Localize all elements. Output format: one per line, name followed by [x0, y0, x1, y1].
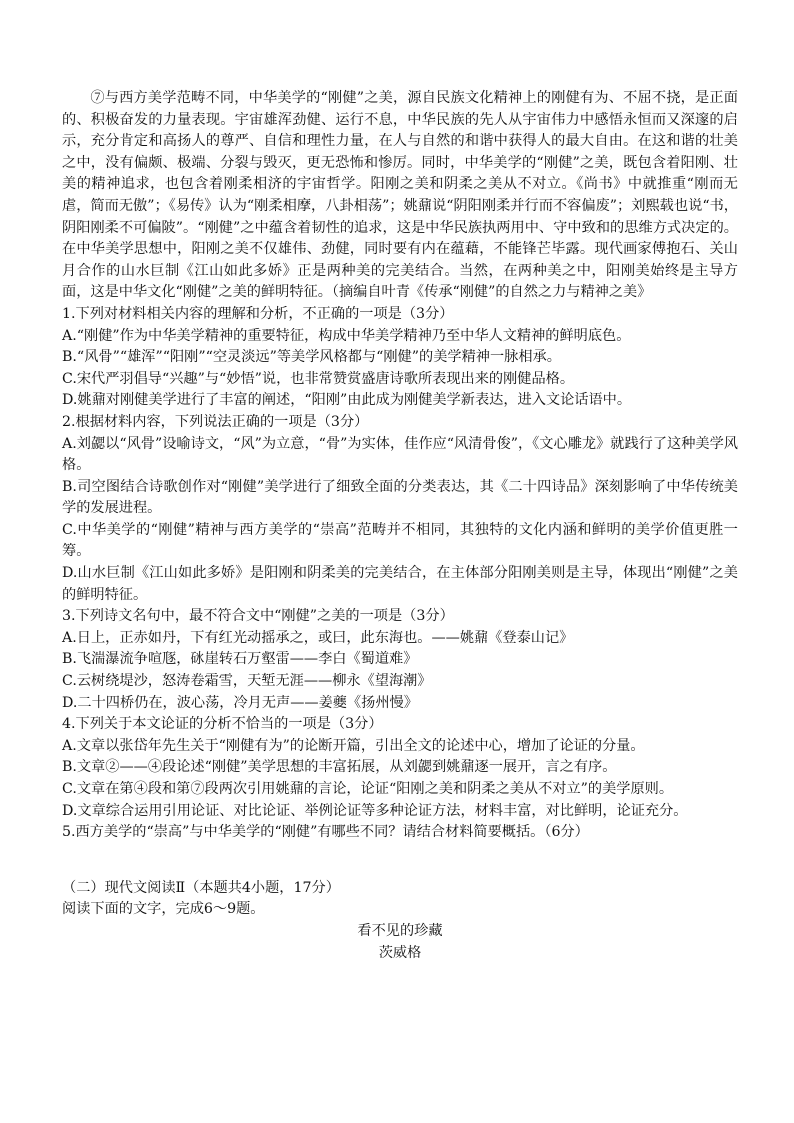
story-author: 茨威格 — [378, 944, 422, 961]
exam-page — [62, 88, 738, 964]
option-a: A.“刚健”作为中华美学精神的重要特征，构成中华美学精神乃至中华人文精神的鲜明底色。 — [62, 327, 631, 344]
section-2 — [62, 878, 738, 964]
option-b: B.司空图结合诗歌创作对“刚健”美学进行了细致全面的分类表达，其《二十四诗品》深刻影响了中华传统美学的发展进程。 — [62, 478, 738, 517]
option-d: D.姚鼐对刚健美学进行了丰富的阐述，“阳刚”由此成为刚健美学新表达，进入文论话语中。 — [62, 392, 632, 409]
option-a: A.文章以张岱年先生关于“刚健有为”的论断开篇，引出全文的论述中心，增加了论证的分量。 — [62, 737, 645, 754]
option-a: A.日上，正赤如丹，下有红光动摇承之，或曰，此东海也。——姚鼐《登泰山记》 — [62, 629, 574, 646]
question-4 — [62, 714, 738, 822]
section-gap — [62, 844, 738, 878]
question-stem: 2.根据材料内容，下列说法正确的一项是（3分） — [62, 413, 369, 430]
question-stem: 1.下列对材料相关内容的理解和分析，不正确的一项是（3分） — [62, 305, 454, 322]
question-2 — [62, 412, 738, 606]
option-b: B.“风骨”“雄浑”“阳刚”“空灵淡远”等美学风格都与“刚健”的美学精神一脉相承。 — [62, 349, 561, 366]
option-d: D.二十四桥仍在，波心荡，冷月无声——姜夔《扬州慢》 — [62, 694, 418, 711]
option-c: C.中华美学的“刚健”精神与西方美学的“崇高”范畴并不相同，其独特的文化内涵和鲜明的美学价值更胜一筹。 — [62, 521, 738, 560]
question-stem: 4.下列关于本文论证的分析不恰当的一项是（3分） — [62, 716, 383, 733]
story-title: 看不见的珍藏 — [357, 922, 443, 939]
question-1 — [62, 304, 738, 412]
section-instruction: 阅读下面的文字，完成6～9题。 — [62, 901, 265, 918]
question-stem: 3.下列诗文名句中，最不符合文中“刚健”之美的一项是（3分） — [62, 608, 454, 625]
question-3 — [62, 606, 738, 714]
option-c: C.宋代严羽倡导“兴趣”与“妙悟”说，也非常赞赏盛唐诗歌所表现出来的刚健品格。 — [62, 370, 575, 387]
option-c: C.云树绕堤沙，怒涛卷霜雪，天堑无涯——柳永《望海潮》 — [62, 673, 432, 690]
option-d: D.山水巨制《江山如此多娇》是阳刚和阴柔美的完美结合，在主体部分阳刚美则是主导，体现出“刚健”之美的鲜明特征。 — [62, 565, 738, 603]
passage-paragraph-7: ⑦与西方美学范畴不同，中华美学的“刚健”之美，源自民族文化精神上的刚健有为、不屈不挠，是正面的、积极奋发的力量表现。宇宙雄浑劲健、运行不息，中华民族的先人从宇宙伟力中感悟永恒而又深邃的启示，充分肯定和高扬人的尊严、自信和理性力量，在人与自然的和谐中获得人的最大自由。在这和谐的壮美之中，没有偏颇、极端、分裂与毁灭，更无恐怖和惨厉。同时，中华美学的“刚健”之美，既包含着阳刚、壮美的精神追求，也包含着刚柔相济的宇宙哲学。阳刚之美和阴柔之美从不对立。《尚书》中就推重“刚而无虐，简而无傲”；《易传》认为“刚柔相摩，八卦相荡”；姚鼐说“阴阳刚柔并行而不容偏废”；刘熙载也说“书，阴阳刚柔不可偏陂”。“刚健”之中蕴含着韧性的追求，这是中华民族执两用中、守中致和的思维方式决定的。在中华美学思想中，阳刚之美不仅雄伟、劲健，同时要有内在蕴藉，不能锋芒毕露。现代画家傅抱石、关山月合作的山水巨制《江山如此多娇》正是两种美的完美结合。当然，在两种美之中，阳刚美始终是主导方面，这是中华文化“刚健”之美的鲜明特征。（摘编自叶青《传承“刚健”的自然之力与精神之美》 — [62, 90, 738, 301]
option-c: C.文章在第④段和第⑦段两次引用姚鼐的言论，论证“阳刚之美和阴柔之美从不对立”的美学原则。 — [62, 781, 674, 797]
section-heading: （二）现代文阅读Ⅱ（本题共4小题，17分） — [62, 879, 340, 896]
option-d: D.文章综合运用引用论证、对比论证、举例论证等多种论证方法，材料丰富，对比鲜明，论证充分。 — [62, 802, 688, 819]
option-b: B.文章②——④段论述“刚健”美学思想的丰富拓展，从刘勰到姚鼐逐一展开，言之有序。 — [62, 759, 617, 776]
question-5: 5.西方美学的“崇高”与中华美学的“刚健”有哪些不同？请结合材料简要概括。（6分） — [62, 824, 589, 841]
option-a: A.刘勰以“风骨”设喻诗文，“风”为立意，“骨”为实体，佳作应“风清骨俊”，《文心雕龙》就践行了这种美学风格。 — [62, 435, 738, 474]
option-b: B.飞湍瀑流争喧豗，砯崖转石万壑雷——李白《蜀道难》 — [62, 651, 418, 668]
